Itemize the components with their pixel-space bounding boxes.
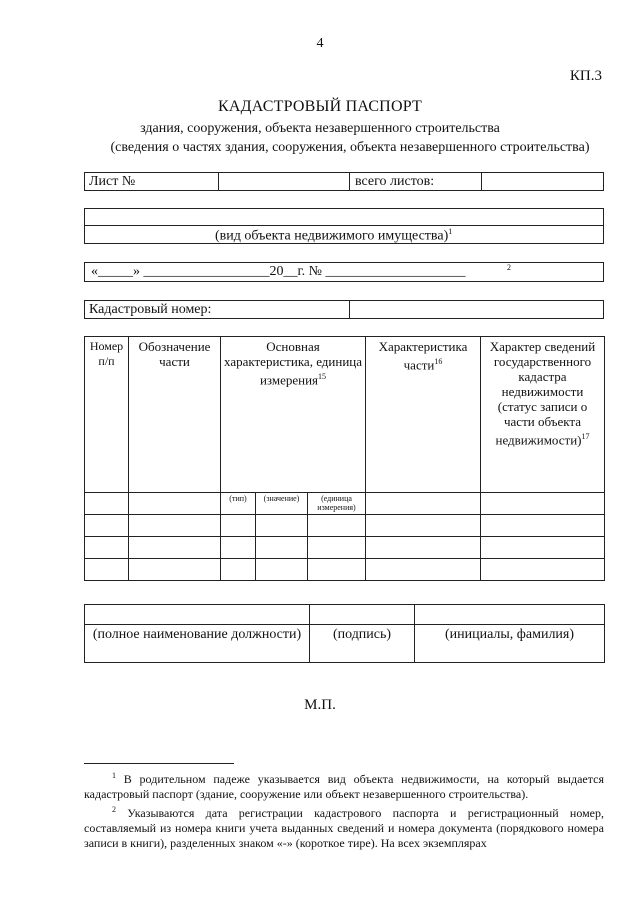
signature-field[interactable] bbox=[310, 605, 415, 625]
date-day-blank: _____ bbox=[98, 264, 133, 279]
table-cell[interactable] bbox=[366, 515, 481, 537]
total-sheets-label: всего листов: bbox=[355, 174, 435, 189]
footnote-ref-2: 2 bbox=[507, 263, 511, 272]
table-cell[interactable] bbox=[481, 493, 605, 515]
table-cell[interactable] bbox=[366, 559, 481, 581]
cadastral-number-field[interactable] bbox=[349, 301, 350, 318]
table-cell[interactable] bbox=[129, 515, 221, 537]
total-sheets-field[interactable] bbox=[481, 173, 482, 190]
cadastral-row bbox=[84, 300, 604, 319]
table-cell[interactable] bbox=[129, 493, 221, 515]
date-year-prefix: 20 bbox=[269, 264, 284, 279]
date-open-quote: « bbox=[91, 264, 98, 279]
sheet-row bbox=[84, 172, 604, 191]
footnote-ref-1: 1 bbox=[448, 227, 453, 236]
stamp-place: М.П. bbox=[304, 697, 336, 713]
table-cell[interactable] bbox=[221, 559, 256, 581]
footnote-2: $^2$ Указываются дата регистрации кадастрового паспорта и регистрационный номер, составляемый из номера книги учета выданных сведений и номера документа (порядкового номера записи в книги), разделенных знаком «-» (короткое тире). На всех экземплярах bbox=[84, 805, 605, 850]
signature-caption: (подпись) bbox=[310, 625, 415, 663]
table-row bbox=[85, 537, 605, 559]
table-cell[interactable] bbox=[366, 493, 481, 515]
date-year-suffix: г. № bbox=[297, 264, 323, 279]
date-month-blank: __________________ bbox=[143, 264, 270, 279]
col-header-part-characteristic: Характеристика части bbox=[378, 339, 468, 373]
position-field[interactable] bbox=[85, 605, 310, 625]
name-field[interactable] bbox=[415, 605, 605, 625]
footnote-ref-15: 15 bbox=[318, 372, 327, 381]
table-cell[interactable] bbox=[129, 537, 221, 559]
table-cell[interactable] bbox=[221, 537, 256, 559]
sub-header-unit: (единица измерения) bbox=[308, 493, 366, 515]
document-subtitle: здания, сооружения, объекта незавершенного строительства bbox=[140, 121, 500, 136]
table-cell[interactable] bbox=[85, 515, 129, 537]
table-cell[interactable] bbox=[256, 537, 308, 559]
footnote-ref-16: 16 bbox=[434, 357, 443, 366]
sheet-number-field[interactable] bbox=[349, 173, 350, 190]
signature-block bbox=[84, 604, 605, 663]
table-cell[interactable] bbox=[308, 537, 366, 559]
footnotes bbox=[84, 768, 604, 851]
property-type-field[interactable] bbox=[84, 208, 604, 226]
col-header-number: Номер п/п bbox=[85, 337, 129, 493]
table-cell[interactable] bbox=[308, 515, 366, 537]
form-code: КП.3 bbox=[569, 68, 602, 84]
parts-table bbox=[84, 336, 605, 581]
table-cell[interactable] bbox=[308, 559, 366, 581]
name-caption: (инициалы, фамилия) bbox=[415, 625, 605, 663]
table-cell[interactable] bbox=[481, 559, 605, 581]
footnote-1: $^1$ В родительном падеже указывается вид объекта недвижимости, на который выдается кадастровый паспорт (здание, сооружение или объект незавершенного строительства). bbox=[84, 771, 604, 801]
table-cell[interactable] bbox=[256, 559, 308, 581]
document-subtitle-parts: (сведения о частях здания, сооружения, объекта незавершенного строительства) bbox=[110, 140, 590, 155]
table-cell[interactable] bbox=[481, 515, 605, 537]
table-cell[interactable] bbox=[366, 537, 481, 559]
col-header-cadastre-info: Характер сведений государственного кадастра недвижимости (статус записи о части объекта недвижимости) bbox=[489, 339, 596, 448]
sub-header-type: (тип) bbox=[221, 493, 256, 515]
footnote-ref-17: 17 bbox=[581, 432, 590, 441]
date-year-blank: __ bbox=[283, 264, 298, 279]
table-cell[interactable] bbox=[85, 493, 129, 515]
table-cell[interactable] bbox=[85, 559, 129, 581]
page-number: 4 bbox=[316, 36, 324, 51]
table-cell[interactable] bbox=[221, 515, 256, 537]
sheet-label: Лист № bbox=[89, 174, 136, 189]
table-row bbox=[85, 515, 605, 537]
position-caption: (полное наименование должности) bbox=[85, 625, 310, 663]
table-cell[interactable] bbox=[85, 537, 129, 559]
property-type-caption-row bbox=[84, 225, 604, 244]
table-cell[interactable] bbox=[129, 559, 221, 581]
table-cell[interactable] bbox=[481, 537, 605, 559]
reg-number-blank: ____________________ bbox=[325, 264, 466, 279]
table-cell[interactable] bbox=[256, 515, 308, 537]
property-type-caption: (вид объекта недвижимого имущества) bbox=[215, 228, 449, 244]
document-title: КАДАСТРОВЫЙ ПАСПОРТ bbox=[218, 98, 422, 115]
sub-header-value: (значение) bbox=[256, 493, 308, 515]
col-header-main-characteristic: Основная характеристика, единица измерения bbox=[223, 339, 363, 388]
date-row[interactable] bbox=[84, 262, 604, 282]
footnote-separator bbox=[84, 763, 234, 764]
col-header-designation: Обозначение части bbox=[129, 337, 221, 493]
date-close-quote: » bbox=[133, 264, 140, 279]
cadastral-label: Кадастровый номер: bbox=[89, 302, 212, 317]
table-row bbox=[85, 559, 605, 581]
